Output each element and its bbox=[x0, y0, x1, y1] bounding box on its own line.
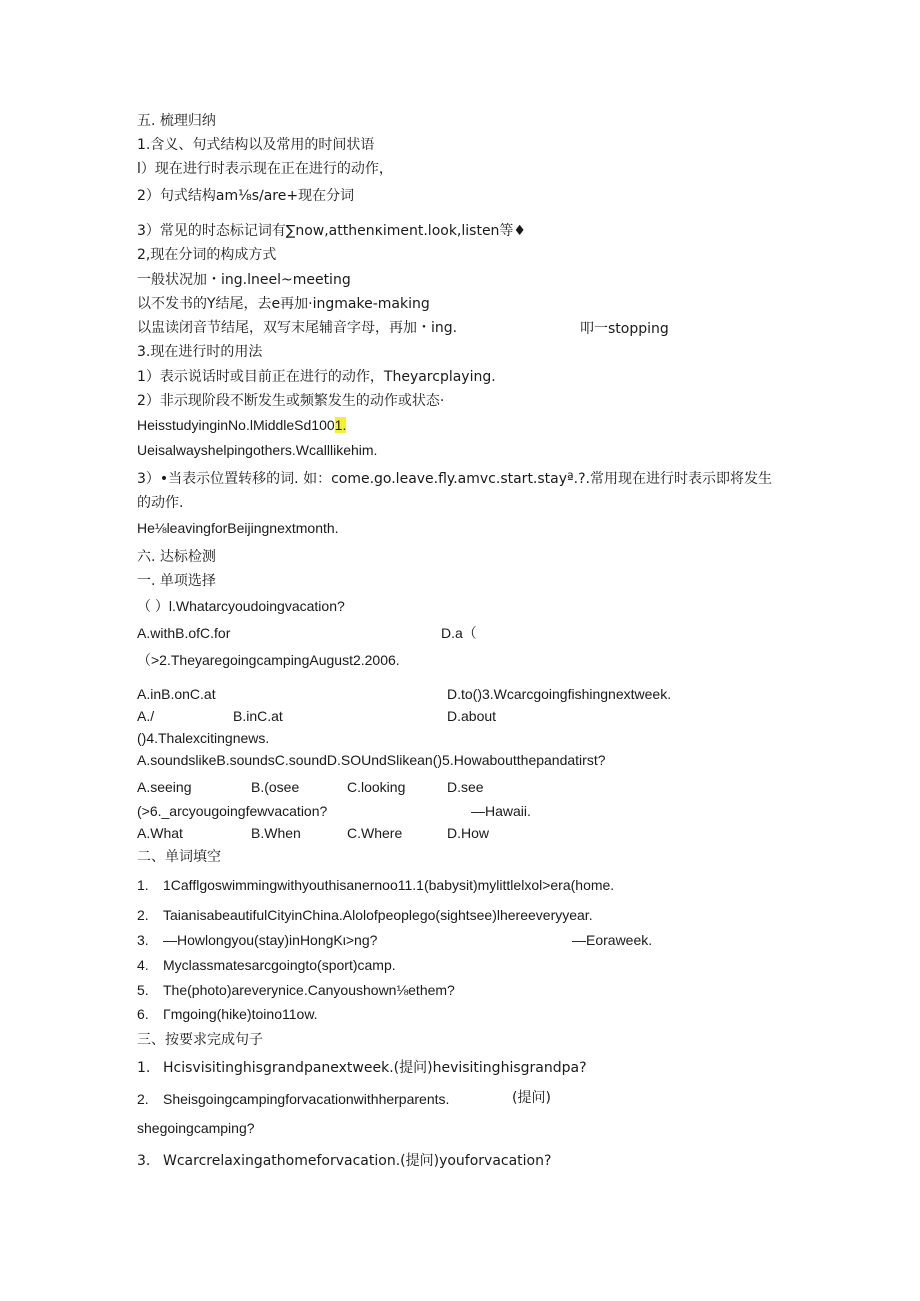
point-3-example-1 bbox=[137, 416, 346, 434]
part-2-heading: 二、单词填空 bbox=[137, 849, 221, 865]
point-1-title: 1.含义、句式结构以及常用的时间状语 bbox=[137, 137, 375, 153]
point-3-line-3: 3）•当表示位置转移的词. 如：come.go.leave.fly.amvc.start.stayª.?.常用现在进行时表示即将发生 bbox=[137, 471, 772, 487]
question-2-option-d-and-question-3: D.to()3.Wcarcgoingfishingnextweek. bbox=[447, 686, 672, 702]
sentence-1 bbox=[137, 1059, 587, 1077]
question-6-option-a: A.What bbox=[137, 825, 183, 841]
fill-item-text: TaianisabeautifulCityinChina.Alolofpeoplego(sightsee)lhereeveryyear. bbox=[163, 907, 593, 923]
fill-item-5 bbox=[137, 981, 455, 999]
question-5-option-c: C.looking bbox=[347, 779, 406, 795]
fill-item-number: 6. bbox=[137, 1006, 149, 1022]
point-3-line-3-cont: 的动作. bbox=[137, 495, 184, 511]
question-5-option-b: B.(osee bbox=[251, 779, 300, 795]
fill-item-number: 3. bbox=[137, 932, 149, 948]
point-3-title: 3.现在进行时的用法 bbox=[137, 344, 263, 360]
fill-item-6 bbox=[137, 1005, 318, 1023]
sentence-2 bbox=[137, 1090, 449, 1108]
sentence-text: Hcisvisitinghisgrandpanextweek.(提问)hevisitinghisgrandpa? bbox=[163, 1060, 587, 1076]
fill-item-1 bbox=[137, 876, 614, 894]
fill-item-text: —Howlongyou(stay)inHongKι>ng? bbox=[163, 932, 378, 948]
question-6-answer: —Hawaii. bbox=[471, 803, 531, 819]
question-1-option-d: D.a（ bbox=[441, 625, 477, 641]
point-2-line-3-example: 叩一stopping bbox=[580, 321, 669, 337]
fill-item-number: 4. bbox=[137, 957, 149, 973]
sentence-3 bbox=[137, 1152, 551, 1170]
point-2-line-2: 以不发书的Y结尾，去e再加·ingmake-making bbox=[137, 296, 430, 312]
fill-item-2 bbox=[137, 906, 593, 924]
question-6-option-b: B.When bbox=[251, 825, 301, 841]
point-3-example-3: He⅛leavingforBeijingnextmonth. bbox=[137, 520, 339, 536]
point-1-line-2: 2）句式结构am⅛s∕are+现在分词 bbox=[137, 188, 355, 204]
sentence-2-cont: shegoingcamping? bbox=[137, 1120, 255, 1136]
point-3-example-2: Ueisalwayshelpingothers.Wcalllikehim. bbox=[137, 442, 378, 458]
section-5-heading: 五. 梳理归纳 bbox=[137, 113, 216, 129]
section-6-heading: 六. 达标检测 bbox=[137, 549, 216, 565]
question-3-options-bc: B.inC.at bbox=[233, 708, 283, 724]
fill-item-4 bbox=[137, 956, 396, 974]
question-2-options-abc: A.inB.onC.at bbox=[137, 686, 216, 702]
fill-item-text: 1Cafflgoswimmingwithyouthisanernoo11.1(babysit)mylittlelxol>era(home. bbox=[163, 877, 615, 893]
question-2: （>2.TheyaregoingcampingAugust2.2006. bbox=[137, 652, 400, 668]
fill-item-text: Γmgoing(hike)toino11ow. bbox=[163, 1006, 318, 1022]
sentence-text: Sheisgoingcampingforvacationwithherparents. bbox=[163, 1091, 450, 1107]
fill-item-number: 2. bbox=[137, 907, 149, 923]
point-2-line-1: 一般状况加・ing.lneel~meeting bbox=[137, 272, 351, 288]
question-1-options-abc: A.withB.ofC.for bbox=[137, 625, 231, 641]
sentence-number: 3. bbox=[137, 1153, 151, 1169]
fill-item-number: 5. bbox=[137, 982, 149, 998]
point-2-line-3: 以盅读闭音节结尾，双写末尾辅音字母，再加・ing. bbox=[137, 320, 458, 336]
fill-item-text: Myclassmatesarcgoingto(sport)camp. bbox=[163, 957, 396, 973]
question-6-option-c: C.Where bbox=[347, 825, 403, 841]
question-1: （ ）l.Whatarcyoudoingvacation? bbox=[137, 598, 345, 614]
sentence-number: 1. bbox=[137, 1060, 151, 1076]
fill-item-text: The(photo)areverynice.Canyoushown⅛ethem? bbox=[163, 982, 455, 998]
question-5-option-a: A.seeing bbox=[137, 779, 192, 795]
part-3-heading: 三、按要求完成句子 bbox=[137, 1032, 263, 1048]
fill-item-3 bbox=[137, 931, 377, 949]
sentence-text: Wcarcrelaxingathomeforvacation.(提问)youforvacation? bbox=[163, 1153, 552, 1169]
sentence-2-tag: (提问) bbox=[512, 1090, 551, 1106]
sentence-number: 2. bbox=[137, 1091, 149, 1107]
example-1-text: HeisstudyinginNo.lMiddleSd100 bbox=[137, 417, 335, 433]
question-6: (>6._arcyougoingfewvacation? bbox=[137, 803, 328, 819]
fill-item-number: 1. bbox=[137, 877, 149, 893]
point-2-title: 2,现在分词的构成方式 bbox=[137, 247, 277, 263]
question-5-option-d: D.see bbox=[447, 779, 484, 795]
part-1-heading: 一. 单项选择 bbox=[137, 573, 216, 589]
point-3-line-2: 2）非示现阶段不断发生或频繁发生的动作或状态· bbox=[137, 393, 445, 409]
point-1-line-1: l）现在进行时表示现在正在进行的动作， bbox=[137, 161, 393, 177]
question-3-option-a: A./ bbox=[137, 708, 155, 724]
point-1-line-3: 3）常见的时态标记词有∑now,atthenκiment.look,listen等♦ bbox=[137, 223, 526, 239]
question-3-option-d: D.about bbox=[447, 708, 497, 724]
point-3-line-1: 1）表示说话时或目前正在进行的动作，Theyarcplaying. bbox=[137, 369, 496, 385]
fill-item-3-answer: —Eoraweek. bbox=[572, 932, 653, 948]
question-6-option-d: D.How bbox=[447, 825, 490, 841]
question-4: ()4.Thalexcitingnews. bbox=[137, 730, 270, 746]
highlighted-text: 1. bbox=[334, 417, 347, 433]
question-4-options-and-question-5: A.soundslikeB.soundsC.soundD.SOUndSlikean()5.Howaboutthepandatirst? bbox=[137, 752, 606, 768]
